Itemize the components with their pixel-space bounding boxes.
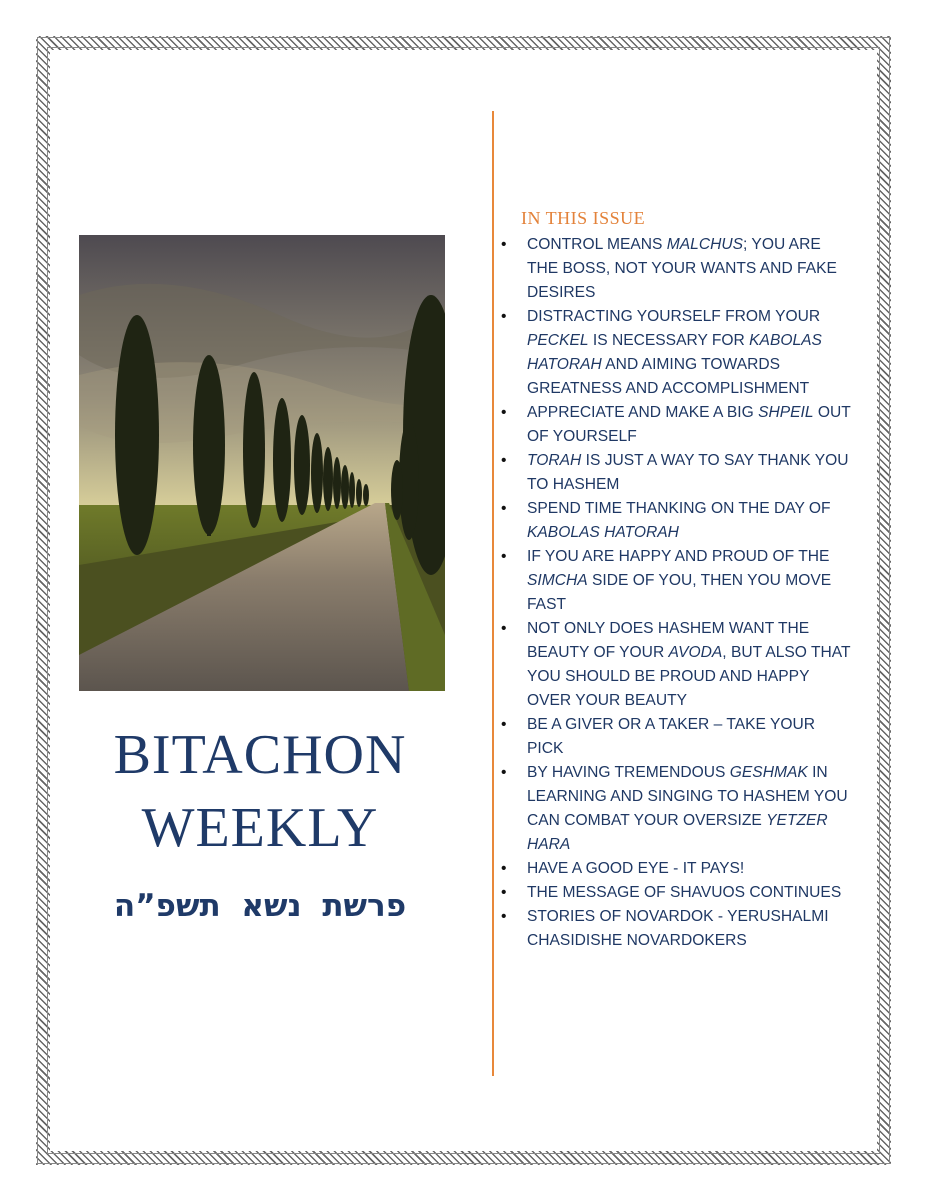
contents-item: • TORAH IS JUST A WAY TO SAY THANK YOU TO HASHEM — [527, 449, 852, 497]
contents-item: • NOT ONLY DOES HASHEM WANT THE BEAUTY OF YOUR AVODA, BUT ALSO THAT YOU SHOULD BE PROUD AND HAPPY OVER YOUR BEAUTY — [527, 617, 852, 713]
contents-list — [527, 233, 852, 953]
contents-item: • DISTRACTING YOURSELF FROM YOUR PECKEL IS NECESSARY FOR KABOLAS HATORAH AND AIMING TOWARDS GREATNESS AND ACCOMPLISHMENT — [527, 305, 852, 401]
masthead-title-line2: WEEKLY — [141, 797, 379, 859]
contents-item-italic-term: SHPEIL — [758, 404, 814, 421]
contents-item-italic-term: PECKEL — [527, 332, 589, 349]
contents-heading: IN THIS ISSUE — [521, 208, 646, 228]
contents-item-italic-term: YETZER HARA — [527, 812, 828, 853]
contents-item-italic-term: GESHMAK — [729, 764, 808, 781]
contents-item: • APPRECIATE AND MAKE A BIG SHPEIL OUT OF YOURSELF — [527, 401, 852, 449]
contents-item: • BE A GIVER OR A TAKER – TAKE YOUR PICK — [527, 713, 852, 761]
contents-item-italic-term: KABOLAS HATORAH — [527, 524, 679, 541]
parsha-title-hebrew: פרשת נשא תשפ”ה — [113, 888, 407, 924]
contents-item: • THE MESSAGE OF SHAVUOS CONTINUES — [527, 881, 852, 905]
contents-item: • BY HAVING TREMENDOUS GESHMAK IN LEARNING AND SINGING TO HASHEM YOU CAN COMBAT YOUR OVERSIZE YETZER HARA — [527, 761, 852, 857]
column-divider — [492, 111, 494, 1076]
masthead-title-line1: BITACHON — [113, 724, 407, 786]
contents-item-italic-term: SIMCHA — [527, 572, 588, 589]
cover-photo — [79, 235, 445, 691]
contents-item: • CONTROL MEANS MALCHUS; YOU ARE THE BOSS, NOT YOUR WANTS AND FAKE DESIRES — [527, 233, 852, 305]
cypress-road-image — [79, 235, 445, 691]
contents-item: • IF YOU ARE HAPPY AND PROUD OF THE SIMCHA SIDE OF YOU, THEN YOU MOVE FAST — [527, 545, 852, 617]
contents-item-italic-term: AVODA — [668, 644, 723, 661]
contents-item: • STORIES OF NOVARDOK - YERUSHALMI CHASIDISHE NOVARDOKERS — [527, 905, 852, 953]
contents-item-italic-term: MALCHUS — [666, 236, 744, 253]
contents-item-italic-term: TORAH — [527, 452, 582, 469]
contents-item-italic-term: KABOLAS HATORAH — [527, 332, 822, 373]
contents-item: • HAVE A GOOD EYE - IT PAYS! — [527, 857, 852, 881]
contents-item: • SPEND TIME THANKING ON THE DAY OF KABOLAS HATORAH — [527, 497, 852, 545]
